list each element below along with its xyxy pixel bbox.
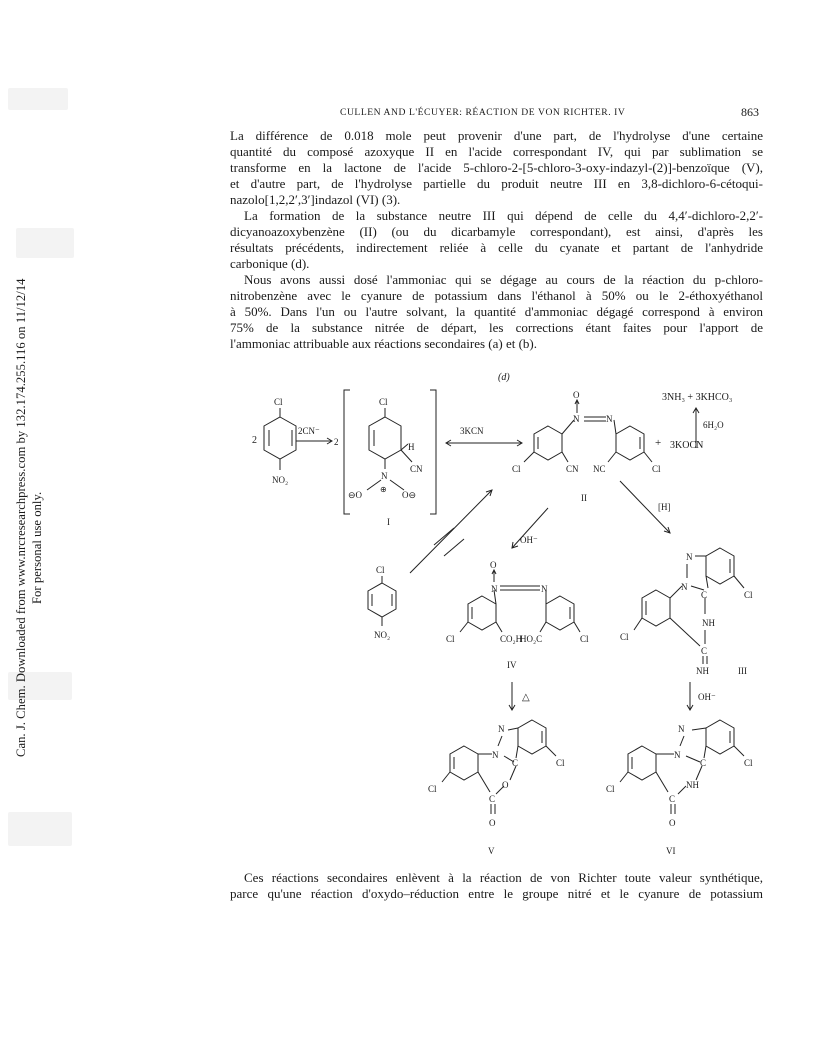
stoich-coefficient: 2 (334, 437, 339, 447)
bond (608, 452, 616, 462)
page-number: 863 (741, 105, 759, 119)
compound-label-V: V (488, 846, 495, 856)
cyanide-reagent: 2CN⁻ (298, 426, 320, 436)
crossed-arrow-mark (434, 528, 454, 545)
text-line: résultats précédents, indirectement reliée à celle du cyanate et partant de l'anhydride (230, 240, 763, 255)
bond (460, 622, 468, 632)
left-margin-smudge (8, 812, 72, 846)
bond (620, 772, 628, 782)
carbon-label: C (700, 758, 707, 768)
carbon-label: C (512, 758, 519, 768)
bond (546, 746, 556, 756)
download-notice-line-2: For personal use only. (30, 491, 44, 604)
text-line: La formation de la substance neutre III qui dépend de celle du 4,4′-dichloro-2,2′- (244, 208, 763, 223)
chlorine-label: Cl (274, 397, 283, 407)
oxide-label: O⊖ (402, 490, 417, 500)
text-line: à 50%. Dans l'un ou l'autre solvant, la quantité d'ammoniac dégagé correspond à environ (230, 304, 763, 319)
bond (614, 420, 616, 434)
ring-bond (706, 576, 708, 588)
heat-symbol: △ (522, 692, 530, 703)
oxygen-label: O (489, 818, 496, 828)
text-line: Nous avons aussi dosé l'ammoniac qui se dégage au cours de la réaction du p-chloro- (244, 272, 763, 287)
text-line: 75% de la substance nitrée de départ, les corrections étant faites pour l'apport de (230, 320, 763, 335)
bond (562, 452, 568, 462)
text-line: nazolo[1,2,2′,3′]indazol (VI) (3). (230, 192, 401, 207)
ring-bond (680, 736, 684, 746)
ring-bond (704, 746, 706, 758)
ring-bond (686, 756, 700, 762)
nitro-label: NO₂ (272, 475, 289, 485)
bond (634, 618, 642, 630)
bracket-right (430, 390, 436, 514)
text-line: et d'autre part, de l'hydrolyse partielle du produit neutre III en 3,8-dichloro-6-cétoqui- (230, 176, 763, 191)
ring-bond (478, 772, 490, 792)
paragraph-2 (230, 208, 763, 272)
chlorine-label: Cl (606, 784, 615, 794)
carbon-label: C (669, 794, 676, 804)
text-line: quantité du composé azoxyque II en l'acide correspondant IV, qui par sublimation se (230, 144, 763, 159)
crossed-arrow-mark (444, 539, 464, 556)
compound-label-III: III (738, 666, 747, 676)
text-line: dicyanoazoxybenzène (II) (ou du dicarbamyle correspondant), est ainsi, d'après les (230, 224, 763, 239)
ring-bond (498, 736, 502, 746)
byproducts-top: 3NH₃ + 3KHCO₃ (662, 392, 733, 403)
bond (734, 746, 744, 756)
chlorine-label: Cl (556, 758, 565, 768)
chlorine-label: Cl (620, 632, 629, 642)
chlorine-label: Cl (376, 565, 385, 575)
hydroxide-reagent: OH⁻ (520, 535, 538, 545)
text-line: carbonique (d). (230, 256, 310, 271)
oxygen-label: O (669, 818, 676, 828)
imine-label: NH (686, 780, 699, 790)
nitro-label: NO₂ (374, 630, 391, 640)
bond (401, 444, 408, 450)
text-line: l'ammoniac attribuable aux réactions secondaires (a) et (b). (230, 336, 537, 351)
carbon-label: C (701, 590, 708, 600)
oxygen-label: O (490, 560, 497, 570)
nitrogen-label: N (381, 471, 388, 481)
text-line: La différence de 0.018 mole peut provenir d'une part, de l'hydrolyse d'une certaine (230, 128, 763, 143)
bond (734, 576, 744, 588)
reaction-scheme (250, 368, 770, 868)
positive-charge: ⊕ (380, 485, 387, 494)
nitrogen-label: N (606, 414, 613, 424)
ring-bond (510, 766, 516, 780)
oxide-label: ⊖O (348, 490, 363, 500)
cyano-label: CN (410, 464, 423, 474)
bond (367, 480, 381, 490)
nitrogen-label: N (681, 582, 688, 592)
bond (442, 772, 450, 782)
ring-bond (670, 618, 700, 646)
ring-bond (516, 746, 518, 758)
potassium-cyanate: 3KOCN (670, 440, 704, 451)
ring-bond (692, 728, 706, 730)
chlorine-label: Cl (652, 464, 661, 474)
reduction-reagent: [H] (658, 502, 671, 512)
paragraph-3 (230, 272, 763, 352)
scheme-label: (d) (498, 372, 510, 383)
chlorine-label: Cl (512, 464, 521, 474)
download-notice (8, 242, 54, 757)
chlorine-label: Cl (580, 634, 589, 644)
bond (496, 622, 502, 632)
stoich-coefficient: 2 (252, 435, 257, 446)
paragraph-1 (230, 128, 763, 208)
ring-bond (508, 728, 518, 730)
nitrogen-label: N (678, 724, 685, 734)
ring-bond (656, 772, 668, 792)
compound-label-VI: VI (666, 846, 676, 856)
text-line: nitrobenzène avec le cyanure de potassium dans l'éthanol à 50% ou le 2-éthoxyéthanol (230, 288, 763, 303)
bond (524, 452, 534, 462)
chlorine-label: Cl (744, 590, 753, 600)
ring-bond (678, 786, 686, 794)
download-notice-line-1: Can. J. Chem. Downloaded from www.nrcresearchpress.com by 132.174.255.116 on 11/12/14 (14, 278, 28, 757)
nitrogen-label: N (492, 750, 499, 760)
chlorine-label: Cl (379, 397, 388, 407)
carbon-label: C (701, 646, 708, 656)
text-line: Ces réactions secondaires enlèvent à la réaction de von Richter toute valeur synthétique, (244, 870, 763, 885)
nitrogen-label: N (686, 552, 693, 562)
carboxyl-label: CO₂H (500, 634, 523, 644)
carbon-label: C (489, 794, 496, 804)
text-line: parce qu'une réaction d'oxydo–réduction entre le groupe nitré et le cyanure de potassium (230, 886, 763, 901)
chlorine-label: Cl (446, 634, 455, 644)
nitrogen-label: N (498, 724, 505, 734)
kcn-reagent: 3KCN (460, 426, 484, 436)
water-reagent: 6H₂O (703, 420, 724, 430)
hydroxide-reagent: OH⁻ (698, 692, 716, 702)
compound-label-II: II (581, 493, 587, 503)
compound-label-I: I (387, 517, 390, 527)
hydrogen-label: H (408, 442, 415, 452)
imine-label: NH (702, 618, 715, 628)
nitrogen-label: N (541, 584, 548, 594)
nitrogen-label: N (491, 584, 498, 594)
running-title: CULLEN AND L'ÉCUYER: RÉACTION DE VON RICHTER. IV (340, 107, 626, 118)
paragraph-4 (230, 870, 763, 902)
text-line: transforme en la lactone de l'acide 5-chloro-2-[5-chloro-3-oxy-indazyl-(2)]-benzoïque (V), (230, 160, 763, 175)
bond (574, 622, 580, 632)
plus-sign: + (655, 437, 662, 449)
cyano-label: CN (566, 464, 579, 474)
bond (390, 480, 404, 490)
imine-label: NH (696, 666, 709, 676)
chlorine-label: Cl (744, 758, 753, 768)
carboxyl-label: HO₂C (520, 634, 543, 644)
nitrogen-label: N (674, 750, 681, 760)
left-margin-smudge (8, 88, 68, 110)
ring-bond (696, 766, 702, 780)
bond (644, 452, 652, 462)
oxygen-label: O (502, 780, 509, 790)
cyano-label: NC (593, 464, 606, 474)
chlorine-label: Cl (428, 784, 437, 794)
nitrogen-label: N (573, 414, 580, 424)
blocked-reaction-arrow (410, 490, 492, 573)
compound-label-IV: IV (507, 660, 517, 670)
oxygen-label: O (573, 390, 580, 400)
bond (540, 622, 546, 632)
